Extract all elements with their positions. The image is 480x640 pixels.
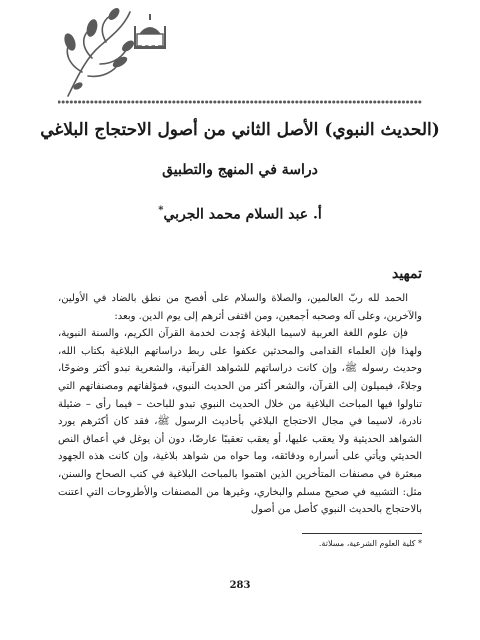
paragraph-intro: الحمد لله ربّ العالمين، والصلاة والسلام على أفصح من نطق بالضاد في الأولين، والآخرين، وعلى آله وصحبه أجمعين، ومن اقتفى أثرهم إلى يوم الدين. وبعد: (58, 293, 422, 322)
article-title: (الحديث النبوي) الأصل الثاني من أصول الاحتجاج البلاغي (40, 120, 440, 140)
paragraph-main: فإن علوم اللغة العربية لاسيما البلاغة وُجدت لخدمة القرآن الكريم، والسنة النبوية، ولهذا فإن العلماء القدامى والمحدثين عكفوا على ربط دراساتهم البلاغية بكتاب الله، وحديث رسوله ﷺ، وإن كانت دراساتهم للشواهد القرآنية، والشعرية تبدو أكثر وضوحًا، وجلاءً، فيميلون إلى القرآن، والشعر أكثر من الحديث النبوي، فمؤلفاتهم ومصنفاتهم التي تناولوا فيها المباحث البلاغية من خلال الحديث النبوي تبدو للباحث – فيما رأى – ضئيلة نادرة، لاسيما في مجال الاحتجاج البلاغي بأحاديث الرسول ﷺ، فقد كان أكثرهم يورد الشواهد الحديثية ولا يعقب عليها، أو يعقب تعقيبًا عارضًا، دون أن يوغل في أعماق النص الحديثي ويأتي على أسراره ودقائقه، وما حواه من شواهد بلاغية، وإن كانت هذه الجهود مبعثرة في مصنفات المتأخرين الذين اهتموا بالمباحث البلاغية في كتب الصحاح والسنن، مثل: التشبيه في صحيح مسلم والبخاري، وغيرها من المصنفات والأطروحات التي اعتنت بالاحتجاج بالحديث النبوي كأصل من أصول (58, 328, 422, 516)
footnote: * كلية العلوم الشرعية، مسلاتة. (318, 539, 422, 548)
article-subtitle: دراسة في المنهج والتطبيق (162, 162, 318, 178)
floral-ornament-icon (58, 6, 168, 101)
dotted-divider (58, 99, 422, 105)
section-heading: تمهيد (391, 266, 422, 282)
author-name: أ. عبد السلام محمد الجربي (163, 206, 322, 223)
author-line (40, 200, 440, 226)
section-body (58, 290, 422, 519)
author-footnote-marker: * (158, 205, 164, 216)
footnote-divider (302, 533, 422, 534)
page-number: 283 (229, 580, 251, 591)
